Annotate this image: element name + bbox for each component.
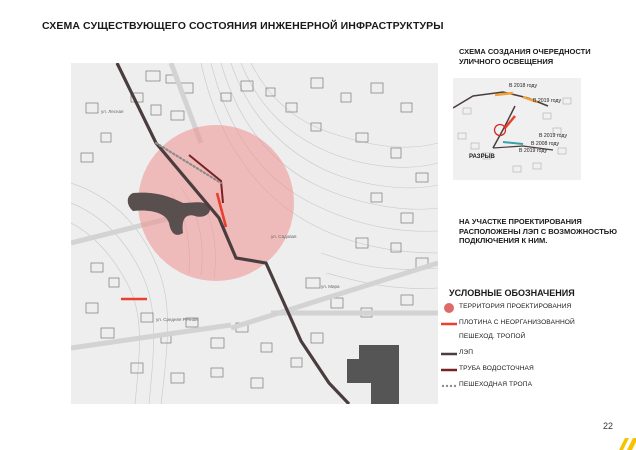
infrastructure-map <box>71 63 438 404</box>
year-label: В 2019 году <box>533 98 562 104</box>
lighting-scheme-title: СХЕМА СОЗДАНИЯ ОЧЕРЕДНОСТИ УЛИЧНОГО ОСВЕЩЕНИЯ <box>459 47 591 66</box>
dam-swatch-icon <box>441 318 457 330</box>
drain-pipe-swatch-icon <box>441 364 457 376</box>
legend-item-dam-continued: ПЕШЕХОД. ТРОПОЙ <box>459 333 526 340</box>
street-label: ул. Мира <box>321 284 340 289</box>
map-canvas <box>71 63 438 404</box>
lighting-inset-map <box>453 78 581 180</box>
legend-title: УСЛОВНЫЕ ОБОЗНАЧЕНИЯ <box>449 288 575 298</box>
street-label: ул. Садовая <box>271 234 297 239</box>
inset-canvas <box>453 78 581 180</box>
large-building <box>347 345 399 404</box>
legend-item-pedestrian-path: ПЕШЕХОДНАЯ ТРОПА <box>438 380 598 392</box>
map-legend <box>438 302 598 402</box>
pedestrian-path-swatch-icon <box>441 380 457 392</box>
lighting-segment <box>503 142 523 144</box>
power-line-swatch-icon <box>441 348 457 360</box>
legend-item-power-line: ЛЭП <box>438 348 598 360</box>
territory-swatch-icon <box>441 302 457 314</box>
page-number: 22 <box>603 421 614 431</box>
legend-item-territory: ТЕРРИТОРИЯ ПРОЕКТИРОВАНИЯ <box>438 302 598 314</box>
street-label: ул. Лесная <box>101 109 124 114</box>
street-label: ул. Средняя Речная <box>156 317 198 322</box>
year-label: В 2008 году <box>531 141 560 147</box>
legend-item-dam: ПЛОТИНА С НЕОРГАНИЗОВАННОЙ <box>438 318 598 330</box>
power-line-note: НА УЧАСТКЕ ПРОЕКТИРОВАНИЯ РАСПОЛОЖЕНЫ ЛЭП С ВОЗМОЖНОСТЬЮ ПОДКЛЮЧЕНИЯ К НИМ. <box>459 217 617 245</box>
page-title: СХЕМА СУЩЕСТВУЮЩЕГО СОСТОЯНИЯ ИНЖЕНЕРНОЙ ИНФРАСТРУКТУРЫ <box>42 20 444 32</box>
year-label: В 2019 году <box>519 148 548 154</box>
gap-label: РАЗРЫВ <box>469 154 495 160</box>
corner-accent-icon <box>613 428 636 450</box>
year-label: В 2019 году <box>539 133 568 139</box>
legend-item-drain-pipe: ТРУБА ВОДОСТОЧНАЯ <box>438 364 598 376</box>
year-label: В 2018 году <box>509 83 538 89</box>
